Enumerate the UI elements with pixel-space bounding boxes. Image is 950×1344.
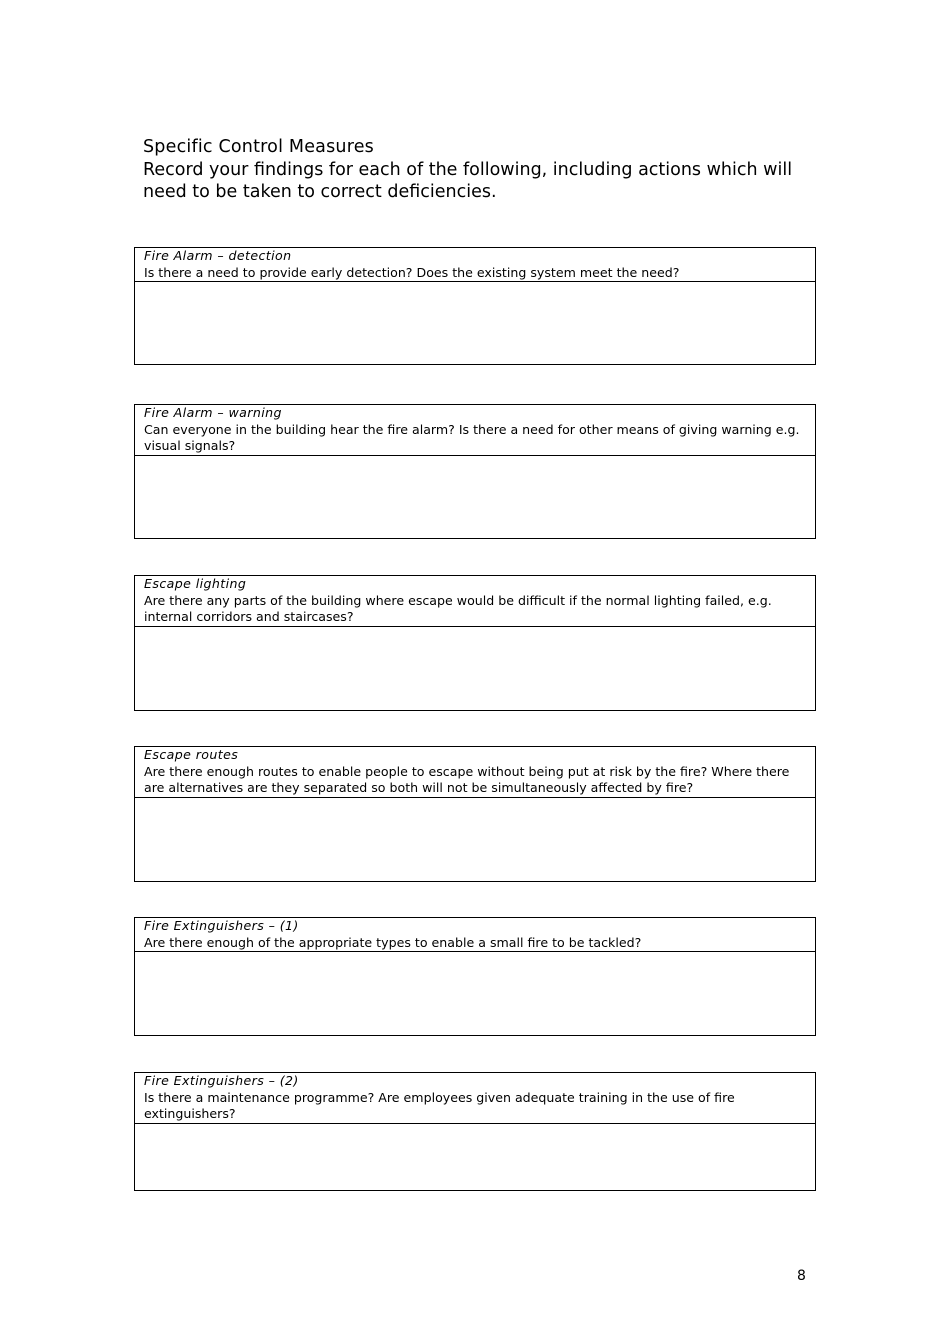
- section-question: Are there enough of the appropriate types to enable a small fire to be tackled?: [144, 934, 642, 950]
- section-question: Is there a need to provide early detection? Does the existing system meet the need?: [144, 264, 680, 280]
- section-heading: Fire Extinguishers – (1): [144, 918, 299, 933]
- section-question-cell: [135, 1073, 815, 1124]
- page-intro: Record your findings for each of the following, including actions which will need to be taken to correct deficiencies.: [143, 159, 793, 202]
- answer-field[interactable]: [135, 456, 815, 538]
- page-header: [143, 136, 823, 204]
- section-escape-routes: [134, 746, 816, 882]
- section-question-cell: [135, 576, 815, 627]
- answer-field[interactable]: [135, 952, 815, 1035]
- page-title: Specific Control Measures: [143, 137, 374, 157]
- section-heading: Escape lighting: [144, 576, 247, 591]
- section-fire-extinguishers-1: [134, 917, 816, 1036]
- answer-field[interactable]: [135, 1124, 815, 1190]
- section-question-cell: [135, 918, 815, 952]
- section-fire-extinguishers-2: [134, 1072, 816, 1191]
- section-fire-alarm-warning: [134, 404, 816, 539]
- section-question-cell: [135, 747, 815, 798]
- section-escape-lighting: [134, 575, 816, 711]
- section-question: Can everyone in the building hear the fire alarm? Is there a need for other means of giving warning e.g. visual signals?: [144, 421, 800, 453]
- section-question: Is there a maintenance programme? Are employees given adequate training in the use of fire extinguishers?: [144, 1089, 735, 1121]
- section-heading: Fire Alarm – warning: [144, 405, 282, 420]
- section-heading: Fire Extinguishers – (2): [144, 1073, 299, 1088]
- section-heading: Escape routes: [144, 747, 239, 762]
- answer-field[interactable]: [135, 627, 815, 710]
- answer-field[interactable]: [135, 282, 815, 364]
- answer-field[interactable]: [135, 798, 815, 881]
- section-question-cell: [135, 248, 815, 282]
- section-fire-alarm-detection: [134, 247, 816, 365]
- section-question-cell: [135, 405, 815, 456]
- section-heading: Fire Alarm – detection: [144, 248, 292, 263]
- section-question: Are there any parts of the building where escape would be difficult if the normal lighting failed, e.g. internal corridors and staircases?: [144, 592, 772, 624]
- page-number: 8: [797, 1268, 806, 1284]
- section-question: Are there enough routes to enable people to escape without being put at risk by the fire? Where there are alternatives are they separated so both will not be simultaneously affected by fire?: [144, 763, 790, 795]
